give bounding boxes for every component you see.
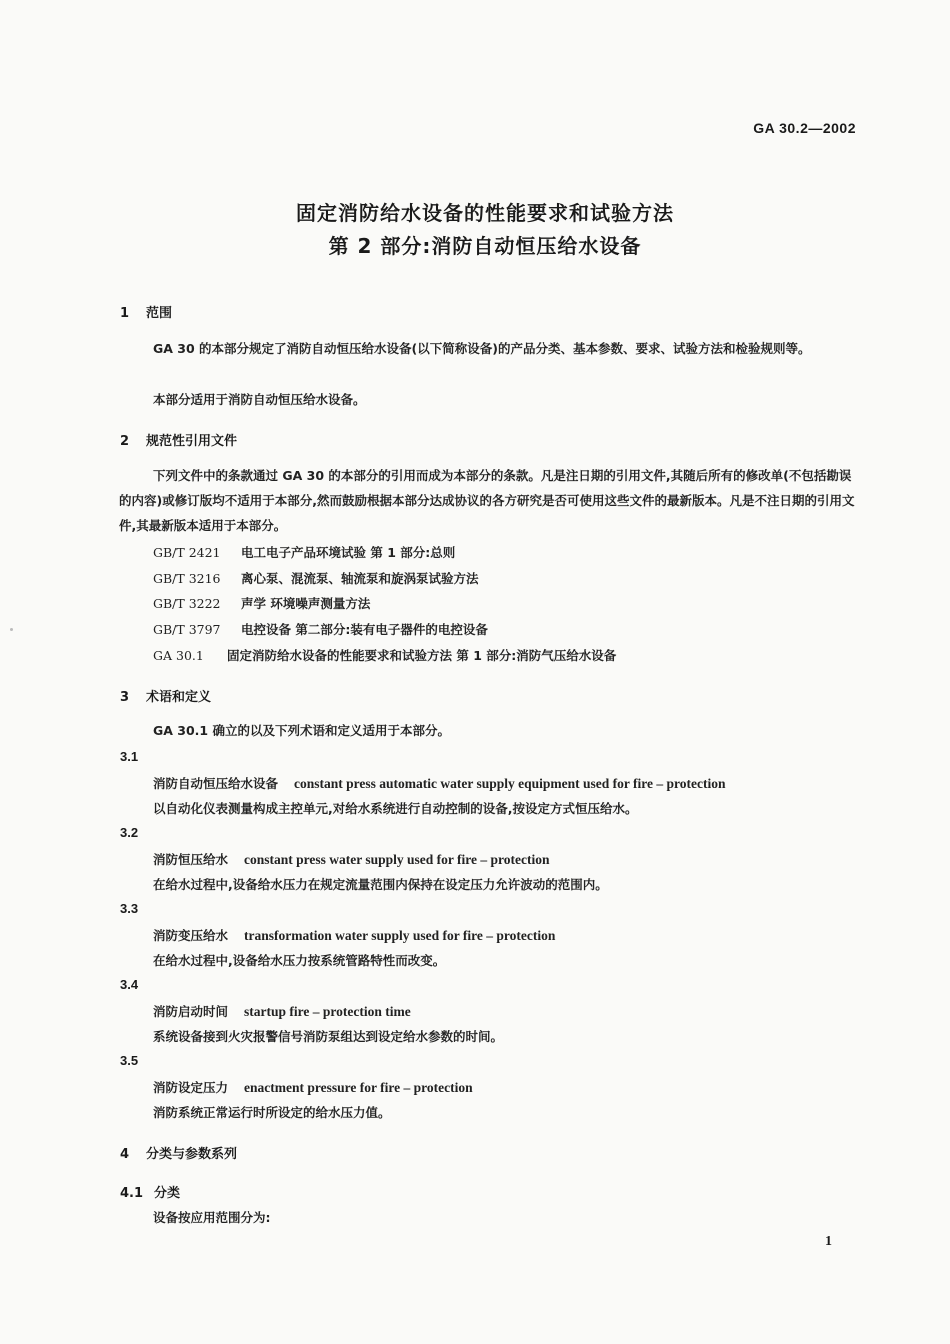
section-1-heading: 1 范围 xyxy=(120,306,173,321)
term-definition: 消防系统正常运行时所设定的给水压力值。 xyxy=(153,1105,391,1120)
term-definition: 在给水过程中,设备给水压力在规定流量范围内保持在设定压力允许波动的范围内。 xyxy=(153,877,608,892)
reference-item: GB/T 3797 电控设备 第二部分:装有电子器件的电控设备 xyxy=(153,622,488,637)
term-definition: 以自动化仪表测量构成主控单元,对给水系统进行自动控制的设备,按设定方式恒压给水。 xyxy=(153,801,638,816)
term-title: 消防恒压给水 constant press water supply used for fire – protection xyxy=(153,852,550,867)
term-number: 3.5 xyxy=(120,1053,139,1068)
page-number: 1 xyxy=(825,1234,832,1249)
reference-item: GA 30.1 固定消防给水设备的性能要求和试验方法 第 1 部分:消防气压给水设备 xyxy=(153,648,617,663)
term-number: 3.3 xyxy=(120,901,139,916)
reference-item: GB/T 2421 电工电子产品环境试验 第 1 部分:总则 xyxy=(153,545,456,560)
reference-item: GB/T 3216 离心泵、混流泵、轴流泵和旋涡泵试验方法 xyxy=(153,571,479,586)
section-3-paragraph-1: GA 30.1 确立的以及下列术语和定义适用于本部分。 xyxy=(153,723,450,738)
term-title: 消防自动恒压给水设备 constant press automatic water supply equipment used for fire – protection xyxy=(153,776,726,791)
section-1-paragraph-2: 本部分适用于消防自动恒压给水设备。 xyxy=(153,392,366,407)
section-1-paragraph-1: GA 30 的本部分规定了消防自动恒压给水设备(以下简称设备)的产品分类、基本参数、要求、试验方法和检验规则等。 xyxy=(153,341,811,356)
term-title: 消防设定压力 enactment pressure for fire – protection xyxy=(153,1080,473,1095)
section-4-heading: 4 分类与参数系列 xyxy=(120,1147,238,1162)
term-number: 3.1 xyxy=(120,749,139,764)
section-2-paragraph-1: 下列文件中的条款通过 GA 30 的本部分的引用而成为本部分的条款。凡是注日期的引用文件,其随后所有的修改单(不包括勘误的内容)或修订版均不适用于本部分,然而鼓励根据本部分达成协议的各方研究是否可使用这些文件的最新版本。凡是不注日期的引用文件,其最新版本适用于本部分。 xyxy=(119,468,855,533)
section-2-heading: 2 规范性引用文件 xyxy=(120,434,238,449)
term-definition: 系统设备接到火灾报警信号消防泵组达到设定给水参数的时间。 xyxy=(153,1029,504,1044)
term-title: 消防变压给水 transformation water supply used for fire – protection xyxy=(153,928,556,943)
scan-speck xyxy=(10,628,13,631)
subsection-4-1-paragraph: 设备按应用范围分为: xyxy=(153,1210,271,1225)
document-title: 固定消防给水设备的性能要求和试验方法 xyxy=(296,201,674,225)
term-definition: 在给水过程中,设备给水压力按系统管路特性而改变。 xyxy=(153,953,446,968)
term-number: 3.2 xyxy=(120,825,139,840)
subsection-4-1-heading: 4.1 分类 xyxy=(120,1186,181,1201)
document-subtitle: 第 2 部分:消防自动恒压给水设备 xyxy=(328,234,642,258)
standard-number: GA 30.2—2002 xyxy=(753,120,856,136)
term-title: 消防启动时间 startup fire – protection time xyxy=(153,1004,411,1019)
term-number: 3.4 xyxy=(120,977,139,992)
reference-item: GB/T 3222 声学 环境噪声测量方法 xyxy=(153,596,371,611)
section-3-heading: 3 术语和定义 xyxy=(120,690,212,705)
